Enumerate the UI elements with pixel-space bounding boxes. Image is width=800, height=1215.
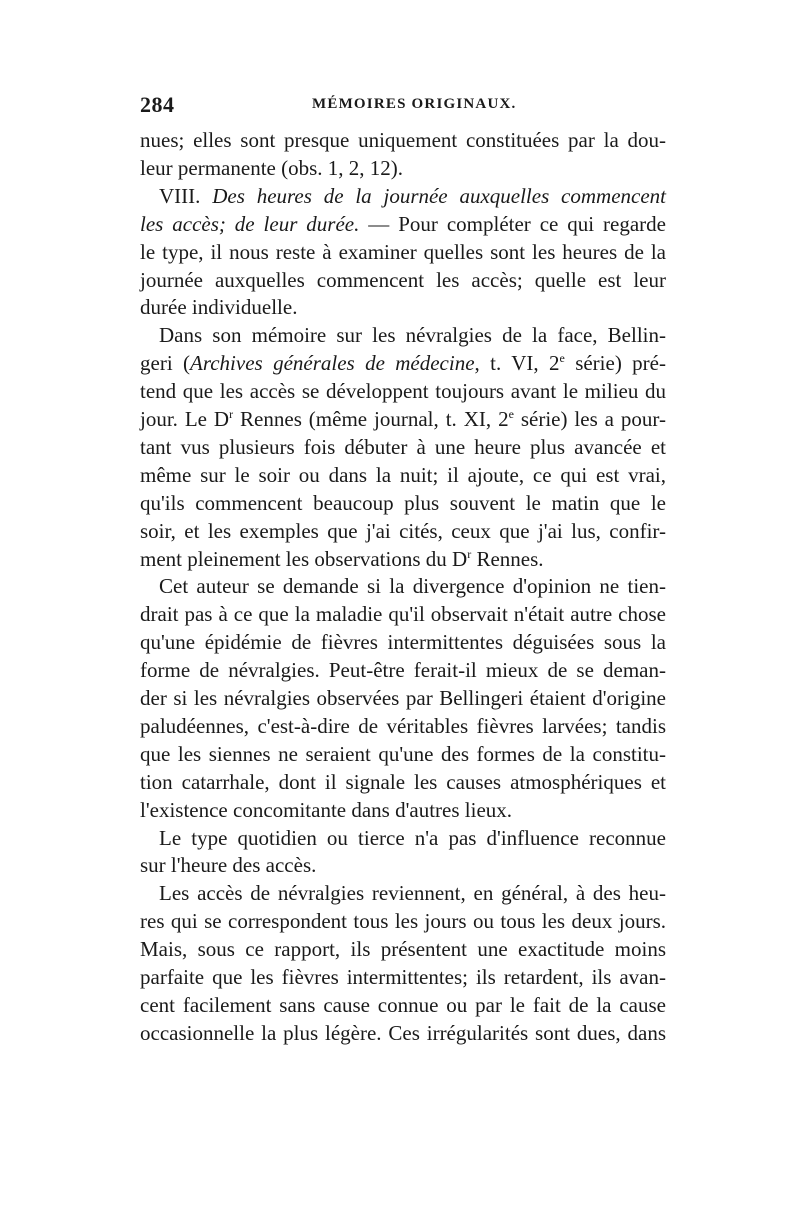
text-line: journée auxquelles commencent les accès; quelle est leur: [140, 267, 666, 292]
text-line: parfaite que les fièvres intermittentes; ils retardent, ils avan-: [140, 965, 666, 989]
text-segment: , t. VI, 2: [474, 351, 560, 376]
text-line: qu'une épidémie de fièvres intermittentes déguisées sous la: [140, 630, 666, 655]
text-line: soir, et les exemples que j'ai cités, ceux que j'ai lus, confir-: [140, 518, 666, 543]
text-line: der si les névralgies observées par Bellingeri étaient d'origine: [140, 686, 666, 710]
text-line: paludéennes, c'est-à-dire de véritables fièvres larvées; tandis: [140, 713, 666, 738]
text-line: tend que les accès se développent toujours avant le milieu du: [140, 379, 666, 404]
text-segment: ment pleinement les observations du D: [140, 546, 468, 571]
text-segment: Rennes.: [471, 546, 544, 571]
text-line: tion catarrhale, dont il signale les causes atmosphériques et: [140, 769, 666, 794]
running-title: MÉMOIRES ORIGINAUX.: [312, 96, 517, 112]
superscript: r: [467, 546, 472, 561]
page-number: 284: [140, 92, 175, 117]
superscript: e: [508, 407, 514, 421]
text-segment: série) les a pour-: [513, 407, 666, 431]
text-line: drait pas à ce que la maladie qu'il observait n'était autre chose: [140, 602, 666, 627]
italic-text: Des heures de la journée auxquelles commencent: [212, 183, 667, 208]
text-line: [140, 404, 666, 434]
text-line: occasionnelle la plus légère. Ces irrégularités sont dues, dans: [140, 1020, 666, 1045]
text-segment: jour. Le D: [140, 407, 230, 431]
text-line: [140, 348, 666, 378]
text-line: [140, 209, 666, 239]
text-line: Les accès de névralgies reviennent, en général, à des heu-: [159, 881, 666, 906]
text-line: [140, 544, 666, 574]
text-line: tant vus plusieurs fois débuter à une heure plus avancée et: [140, 434, 666, 459]
text-line: l'existence concomitante dans d'autres lieux.: [140, 797, 513, 822]
text-line: res qui se correspondent tous les jours ou tous les deux jours.: [140, 909, 666, 934]
text-line: sur l'heure des accès.: [140, 853, 317, 878]
text-line: durée individuelle.: [140, 295, 298, 320]
text-line: qu'ils commencent beaucoup plus souvent le matin que le: [140, 490, 666, 515]
text-line: [140, 181, 666, 211]
superscript: r: [229, 407, 234, 421]
text-line: nues; elles sont presque uniquement constituées par la dou-: [140, 128, 666, 152]
text-line: même sur le soir ou dans la nuit; il ajoute, ce qui est vrai,: [140, 462, 666, 487]
running-head: [140, 92, 670, 122]
text-line: Le type quotidien ou tierce n'a pas d'influence reconnue: [159, 825, 666, 850]
text-segment: VIII.: [159, 183, 213, 208]
text-segment: — Pour compléter ce qui regarde: [359, 211, 666, 236]
text-line: le type, il nous reste à examiner quelles sont les heures de la: [140, 239, 666, 264]
text-segment: geri (: [140, 351, 191, 376]
text-line: Mais, sous ce rapport, ils présentent une exactitude moins: [140, 937, 666, 962]
text-line: Dans son mémoire sur les névralgies de la face, Bellin-: [159, 323, 666, 348]
text-line: leur permanente (obs. 1, 2, 12).: [140, 155, 404, 180]
italic-text: Archives générales de médecine: [190, 351, 475, 376]
text-line: cent facilement sans cause connue ou par le fait de la cause: [140, 992, 666, 1017]
text-line: que les siennes ne seraient qu'une des formes de la constitu-: [140, 741, 666, 766]
superscript: e: [559, 351, 565, 366]
text-line: Cet auteur se demande si la divergence d'opinion ne tien-: [159, 574, 666, 599]
text-segment: Rennes (même journal, t. XI, 2: [233, 407, 509, 431]
text-line: forme de névralgies. Peut-être ferait-il mieux de se deman-: [140, 658, 666, 683]
text-segment: série) pré-: [564, 351, 666, 376]
italic-text: les accès; de leur durée.: [140, 211, 360, 236]
